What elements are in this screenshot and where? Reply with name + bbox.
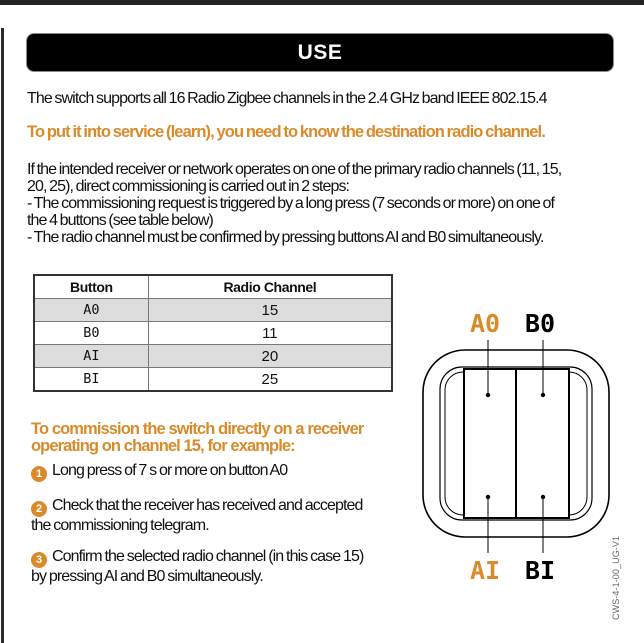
channel-table bbox=[33, 274, 393, 392]
step-1 bbox=[31, 462, 287, 482]
section-title: USE bbox=[297, 40, 343, 64]
instructions-block bbox=[27, 161, 561, 246]
table-row bbox=[34, 299, 392, 322]
instruction-line: 20, 25), direct commissioning is carried out in 2 steps: bbox=[27, 178, 350, 195]
example-title-line: operating on channel 15, for example: bbox=[31, 437, 295, 455]
button-cell: A0 bbox=[34, 299, 148, 322]
step-2 bbox=[31, 497, 363, 534]
button-cell: AI bbox=[34, 345, 148, 368]
step-text: the commissioning telegram. bbox=[31, 517, 209, 534]
step-number-badge: 2 bbox=[31, 501, 47, 517]
highlight-text: To put it into service (learn), you need to know the destination radio channel. bbox=[27, 123, 545, 141]
label-bi: BI bbox=[525, 556, 556, 585]
step-text: Confirm the selected radio channel (in this case 15) bbox=[52, 548, 364, 565]
step-text: by pressing AI and B0 simultaneously. bbox=[31, 568, 263, 585]
column-header-button: Button bbox=[34, 275, 148, 299]
button-cell: B0 bbox=[34, 322, 148, 345]
section-header bbox=[27, 34, 613, 71]
step-text: Long press of 7 s or more on button A0 bbox=[52, 462, 288, 479]
dot-ai bbox=[486, 495, 490, 499]
channel-cell: 25 bbox=[148, 368, 392, 392]
table-header-row bbox=[34, 275, 392, 299]
table-row bbox=[34, 368, 392, 392]
dot-a0 bbox=[486, 393, 490, 397]
channel-cell: 15 bbox=[148, 299, 392, 322]
switch-diagram bbox=[400, 290, 644, 620]
rocker-left bbox=[464, 369, 516, 518]
instruction-line: - The radio channel must be confirmed by pressing buttons AI and B0 simultaneously. bbox=[27, 229, 544, 246]
table-row bbox=[34, 345, 392, 368]
step-3 bbox=[31, 548, 363, 585]
channel-cell: 11 bbox=[148, 322, 392, 345]
intro-text: The switch supports all 16 Radio Zigbee channels in the 2.4 GHz band IEEE 802.15.4 bbox=[27, 90, 547, 107]
top-bar bbox=[0, 0, 644, 5]
step-number-badge: 3 bbox=[31, 552, 47, 568]
step-text: Check that the receiver has received and accepted bbox=[52, 497, 363, 514]
example-title bbox=[31, 421, 363, 455]
left-margin-line bbox=[1, 28, 4, 643]
label-a0: A0 bbox=[470, 309, 501, 338]
instruction-line: the 4 buttons (see table below) bbox=[27, 212, 213, 229]
example-title-line: To commission the switch directly on a receiver bbox=[31, 420, 364, 438]
step-number-badge: 1 bbox=[31, 466, 47, 482]
instruction-line: - The commissioning request is triggered by a long press (7 seconds or more) on one of bbox=[27, 195, 555, 212]
label-b0: B0 bbox=[525, 309, 556, 338]
instruction-line: If the intended receiver or network operates on one of the primary radio channels (11, 15, bbox=[27, 161, 562, 178]
dot-b0 bbox=[541, 393, 545, 397]
document-reference: CWS-4-1-00_UG-V1 bbox=[611, 535, 621, 620]
column-header-channel: Radio Channel bbox=[148, 275, 392, 299]
dot-bi bbox=[541, 495, 545, 499]
label-ai: AI bbox=[470, 556, 501, 585]
channel-cell: 20 bbox=[148, 345, 392, 368]
button-cell: BI bbox=[34, 368, 148, 392]
switch-illustration bbox=[400, 290, 644, 620]
table-row bbox=[34, 322, 392, 345]
